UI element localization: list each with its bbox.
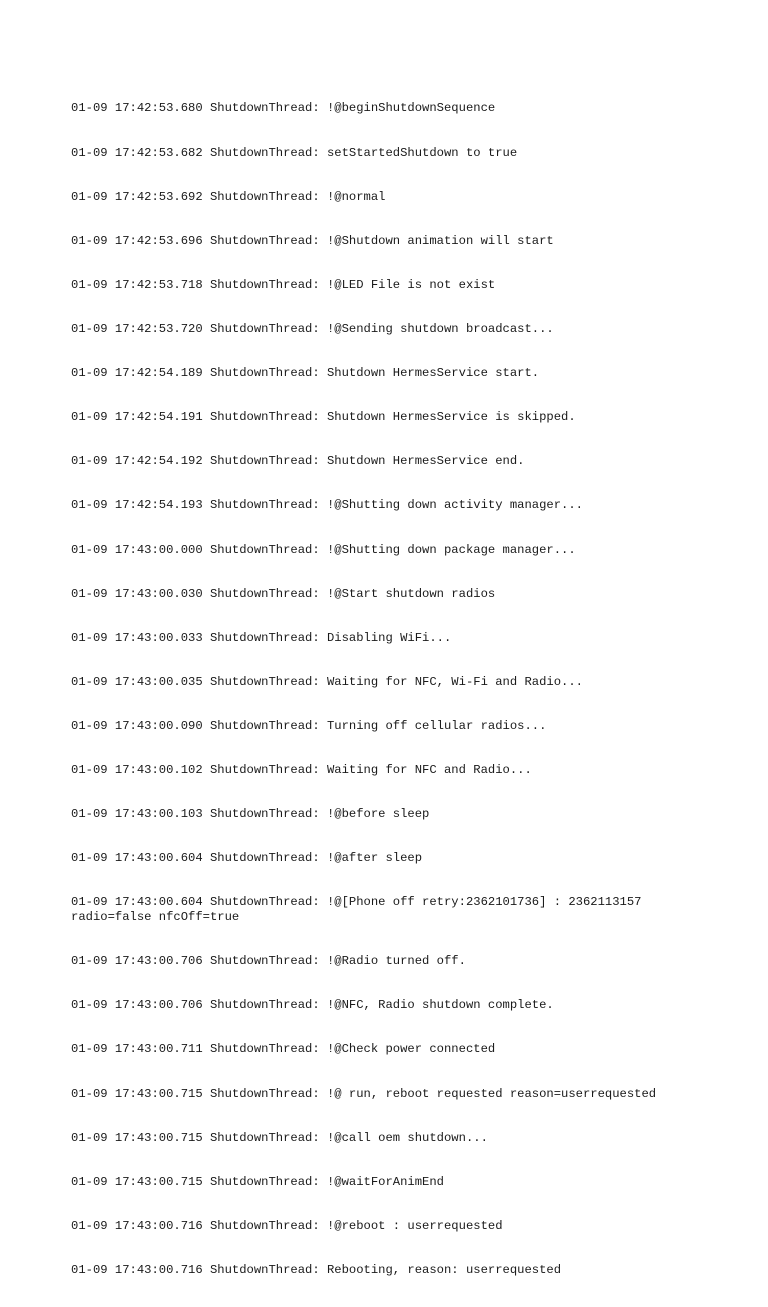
log-line: 01-09 17:42:54.191 ShutdownThread: Shutdown HermesService is skipped.: [71, 410, 576, 425]
log-line: 01-09 17:43:00.000 ShutdownThread: !@Shutting down package manager...: [71, 542, 576, 557]
log-line: 01-09 17:43:00.030 ShutdownThread: !@Start shutdown radios: [71, 586, 496, 601]
log-line: 01-09 17:43:00.102 ShutdownThread: Waiting for NFC and Radio...: [71, 763, 532, 778]
log-line: 01-09 17:43:00.715 ShutdownThread: !@ run, reboot requested reason=userrequested: [71, 1086, 657, 1101]
log-line: 01-09 17:43:00.103 ShutdownThread: !@before sleep: [71, 807, 430, 822]
log-line: 01-09 17:43:00.706 ShutdownThread: !@NFC, Radio shutdown complete.: [71, 998, 554, 1013]
log-line: 01-09 17:43:00.604 ShutdownThread: !@[Phone off retry:2362101736] : 2362113157 radio=false nfcOff=true: [71, 895, 649, 925]
log-line: 01-09 17:42:53.720 ShutdownThread: !@Sending shutdown broadcast...: [71, 321, 554, 336]
log-line: 01-09 17:43:00.716 ShutdownThread: !@reboot : userrequested: [71, 1218, 503, 1233]
log-line: 01-09 17:43:00.711 ShutdownThread: !@Check power connected: [71, 1042, 496, 1057]
log-line: 01-09 17:42:53.692 ShutdownThread: !@normal: [71, 189, 386, 204]
log-line: 01-09 17:42:54.193 ShutdownThread: !@Shutting down activity manager...: [71, 498, 583, 513]
log-line: 01-09 17:43:00.715 ShutdownThread: !@call oem shutdown...: [71, 1130, 488, 1145]
log-line: 01-09 17:43:00.090 ShutdownThread: Turning off cellular radios...: [71, 718, 547, 733]
log-line: 01-09 17:42:54.189 ShutdownThread: Shutdown HermesService start.: [71, 366, 540, 381]
shutdown-log-text: [71, 72, 711, 1307]
log-line: 01-09 17:42:53.682 ShutdownThread: setStartedShutdown to true: [71, 145, 518, 160]
log-line: 01-09 17:43:00.716 ShutdownThread: Rebooting, reason: userrequested: [71, 1262, 562, 1277]
log-line: 01-09 17:42:53.680 ShutdownThread: !@beginShutdownSequence: [71, 101, 496, 116]
log-line: 01-09 17:43:00.706 ShutdownThread: !@Radio turned off.: [71, 954, 466, 969]
log-line: 01-09 17:42:54.192 ShutdownThread: Shutdown HermesService end.: [71, 454, 525, 469]
log-line: 01-09 17:43:00.033 ShutdownThread: Disabling WiFi...: [71, 630, 452, 645]
log-line: 01-09 17:42:53.718 ShutdownThread: !@LED File is not exist: [71, 277, 496, 292]
log-line: 01-09 17:43:00.035 ShutdownThread: Waiting for NFC, Wi-Fi and Radio...: [71, 674, 583, 689]
log-line: 01-09 17:43:00.715 ShutdownThread: !@waitForAnimEnd: [71, 1174, 444, 1189]
log-line: 01-09 17:43:00.604 ShutdownThread: !@after sleep: [71, 851, 423, 866]
log-line: 01-09 17:42:53.696 ShutdownThread: !@Shutdown animation will start: [71, 233, 554, 248]
